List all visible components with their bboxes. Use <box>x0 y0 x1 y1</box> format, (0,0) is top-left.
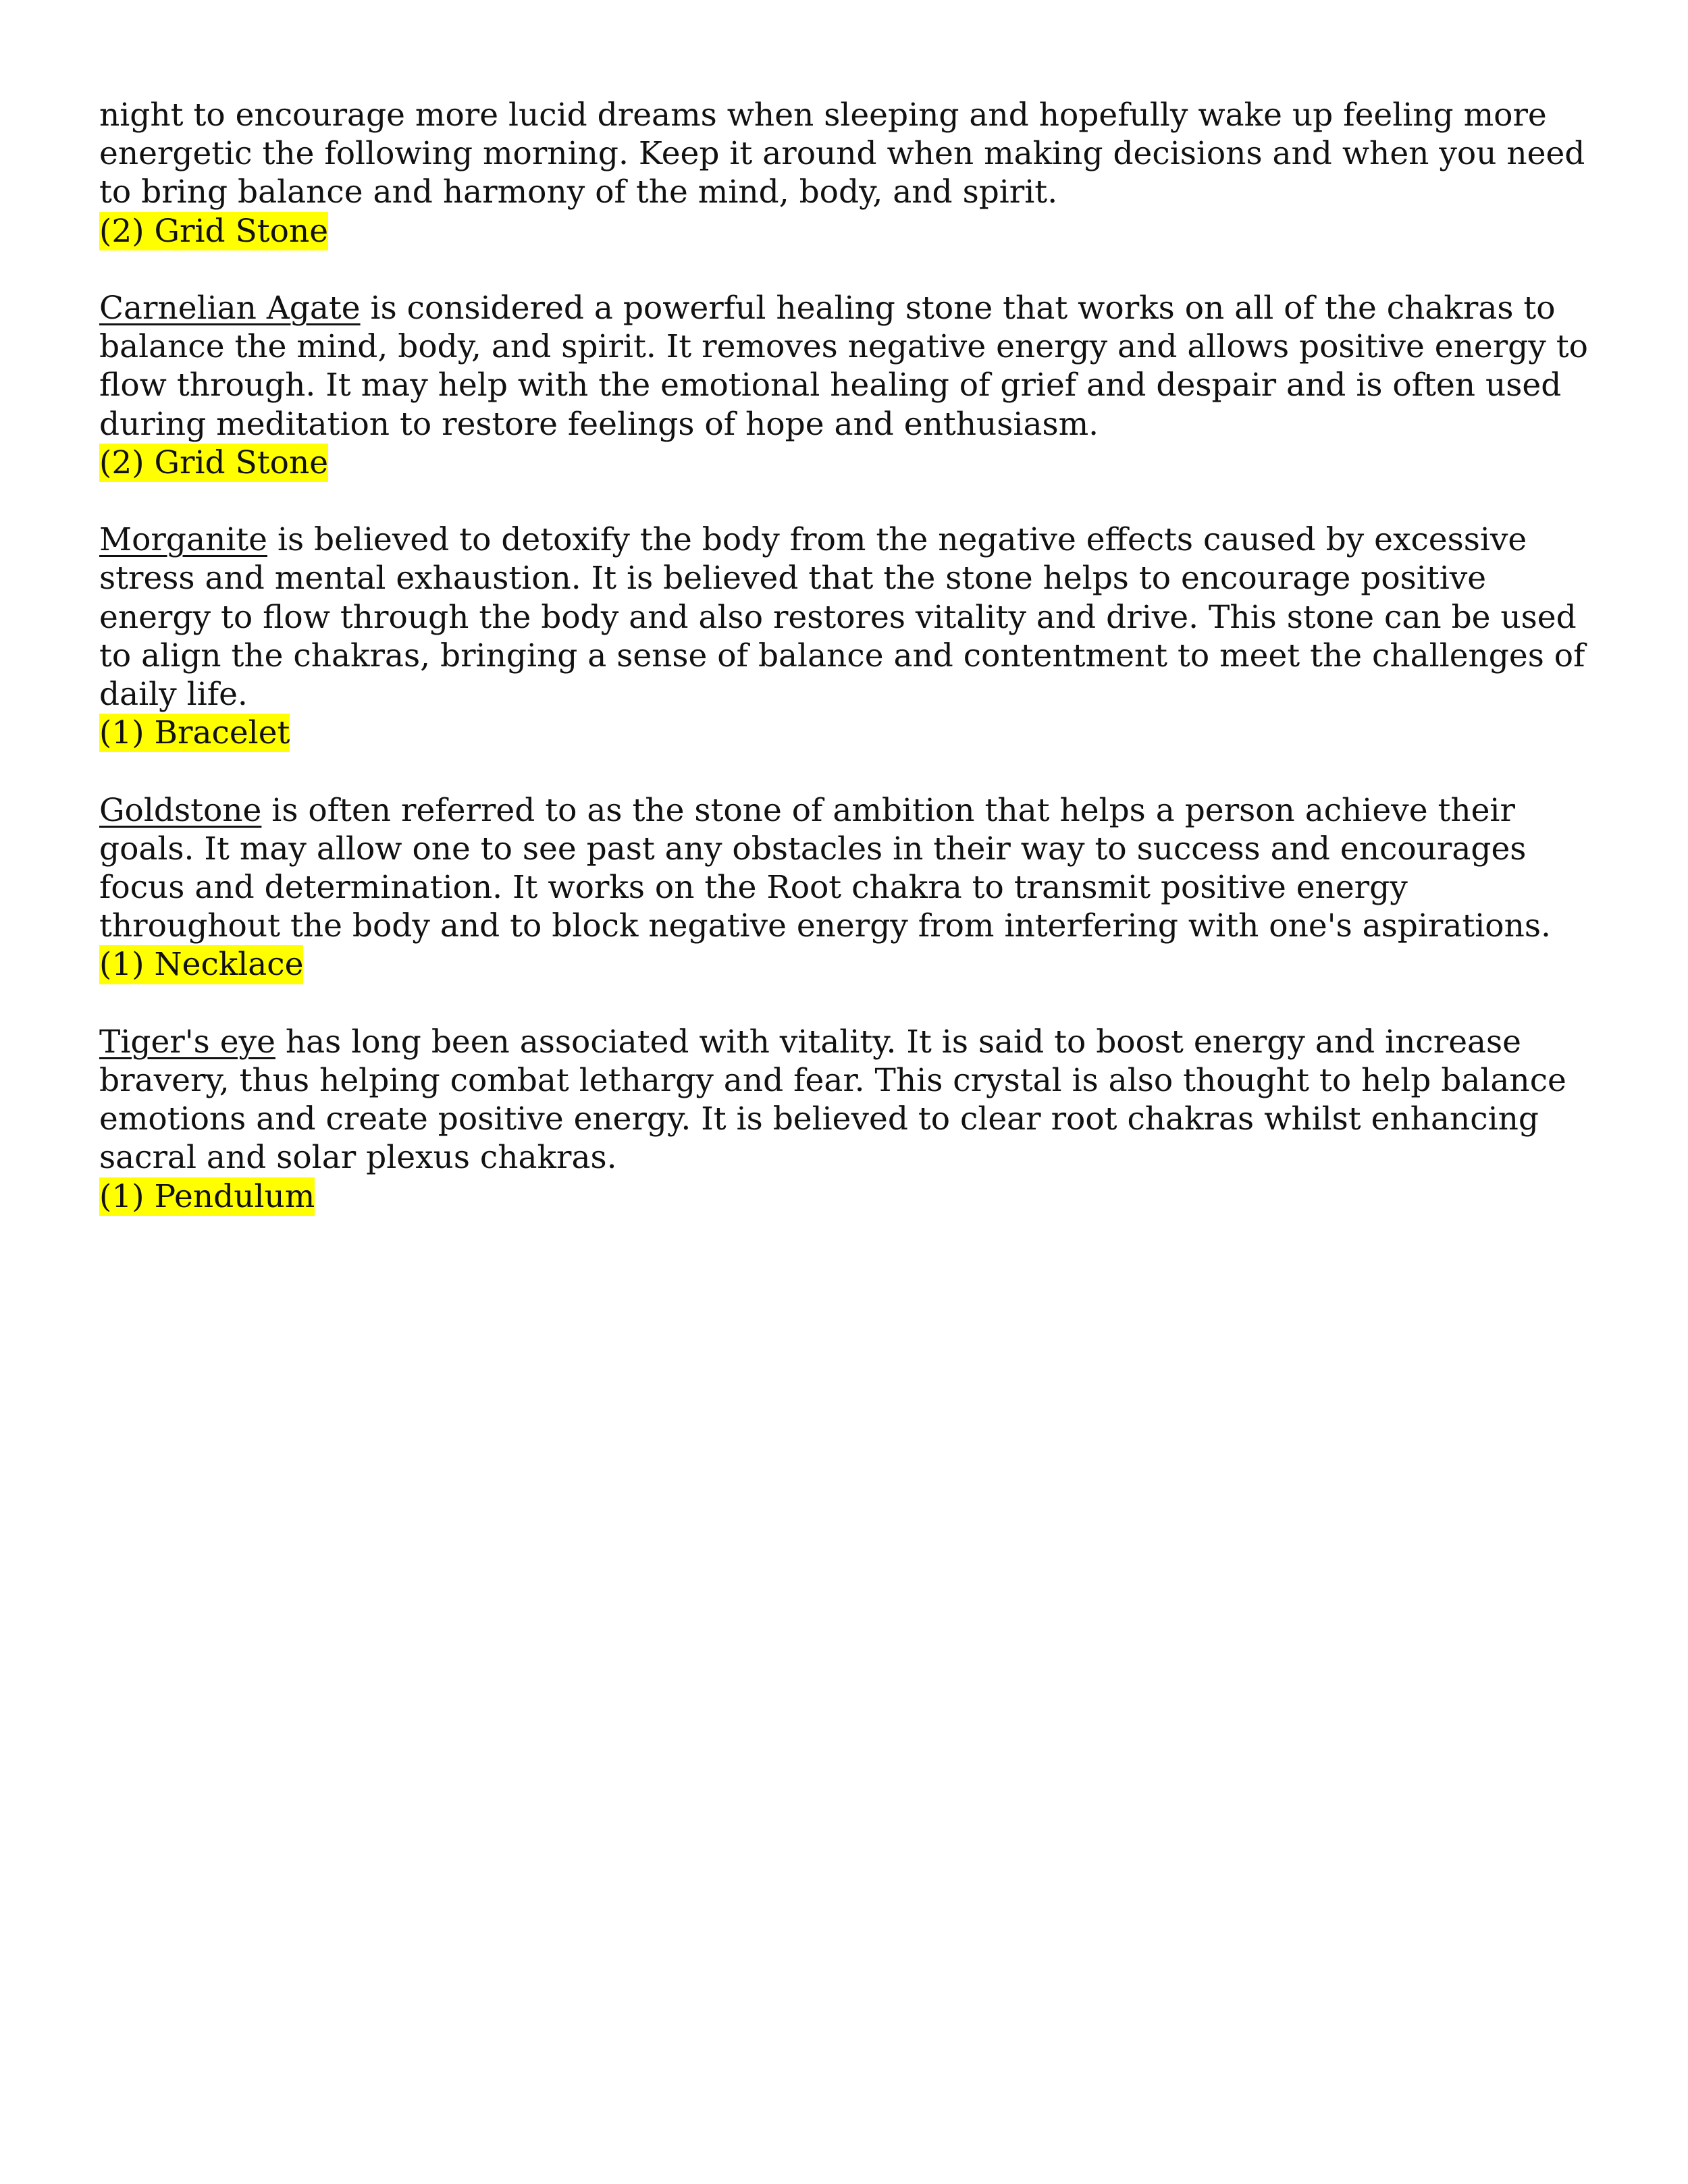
text-line: bravery, thus helping combat lethargy and fear. This crystal is also thought to help balance <box>99 1062 1566 1100</box>
entry-goldstone <box>99 791 1598 946</box>
text-line: stress and mental exhaustion. It is believed that the stone helps to encourage positive <box>99 560 1487 597</box>
text-line: energetic the following morning. Keep it around when making decisions and when you need <box>99 135 1585 173</box>
text-line: sacral and solar plexus chakras. <box>99 1139 617 1177</box>
entry-text: has long been associated with vitality. It is said to boost energy and increase <box>275 1023 1521 1061</box>
entry-tag-row <box>99 714 1598 752</box>
text-line: emotions and create positive energy. It is believed to clear root chakras whilst enhancing <box>99 1100 1539 1138</box>
entry-tag-row <box>99 945 1598 984</box>
text-line <box>99 289 1598 327</box>
stone-name: Tiger's eye <box>99 1023 275 1061</box>
entry-text: is often referred to as the stone of ambition that helps a person achieve their <box>261 791 1515 829</box>
highlighted-tag: (1) Bracelet <box>99 714 290 752</box>
text-line: night to encourage more lucid dreams when sleeping and hopefully wake up feeling more <box>99 97 1547 134</box>
text-line: to bring balance and harmony of the mind, body, and spirit. <box>99 174 1058 211</box>
text-line <box>99 791 1598 830</box>
text-line: balance the mind, body, and spirit. It removes negative energy and allows positive energy to <box>99 328 1588 366</box>
entry-morganite <box>99 521 1598 714</box>
entry-carnelian-agate <box>99 289 1598 444</box>
text-line: throughout the body and to block negative energy from interfering with one's aspirations. <box>99 907 1551 945</box>
entry-tigers-eye <box>99 1023 1598 1177</box>
highlighted-tag: (2) Grid Stone <box>99 212 329 250</box>
intro-paragraph <box>99 96 1598 212</box>
text-line: to align the chakras, bringing a sense of balance and contentment to meet the challenges of <box>99 637 1585 674</box>
stone-name: Carnelian Agate <box>99 290 361 327</box>
text-line: daily life. <box>99 676 248 714</box>
text-line <box>99 1023 1598 1061</box>
highlighted-tag: (1) Pendulum <box>99 1177 315 1215</box>
stone-name: Morganite <box>99 521 267 559</box>
text-line: during meditation to restore feelings of hope and enthusiasm. <box>99 405 1099 443</box>
stone-name: Goldstone <box>99 791 262 829</box>
intro-tag-row <box>99 212 1598 250</box>
text-line <box>99 521 1598 559</box>
highlighted-tag: (1) Necklace <box>99 946 304 984</box>
entry-text: is believed to detoxify the body from the negative effects caused by excessive <box>267 521 1527 559</box>
text-line: flow through. It may help with the emotional healing of grief and despair and is often used <box>99 367 1562 404</box>
text-line: focus and determination. It works on the Root chakra to transmit positive energy <box>99 869 1408 907</box>
entry-tag-row <box>99 1177 1598 1216</box>
entry-tag-row <box>99 444 1598 482</box>
highlighted-tag: (2) Grid Stone <box>99 444 329 481</box>
document-page <box>99 96 1598 1216</box>
text-line: goals. It may allow one to see past any obstacles in their way to success and encourages <box>99 830 1527 868</box>
entry-text: is considered a powerful healing stone that works on all of the chakras to <box>360 290 1556 327</box>
text-line: energy to flow through the body and also restores vitality and drive. This stone can be used <box>99 598 1577 636</box>
